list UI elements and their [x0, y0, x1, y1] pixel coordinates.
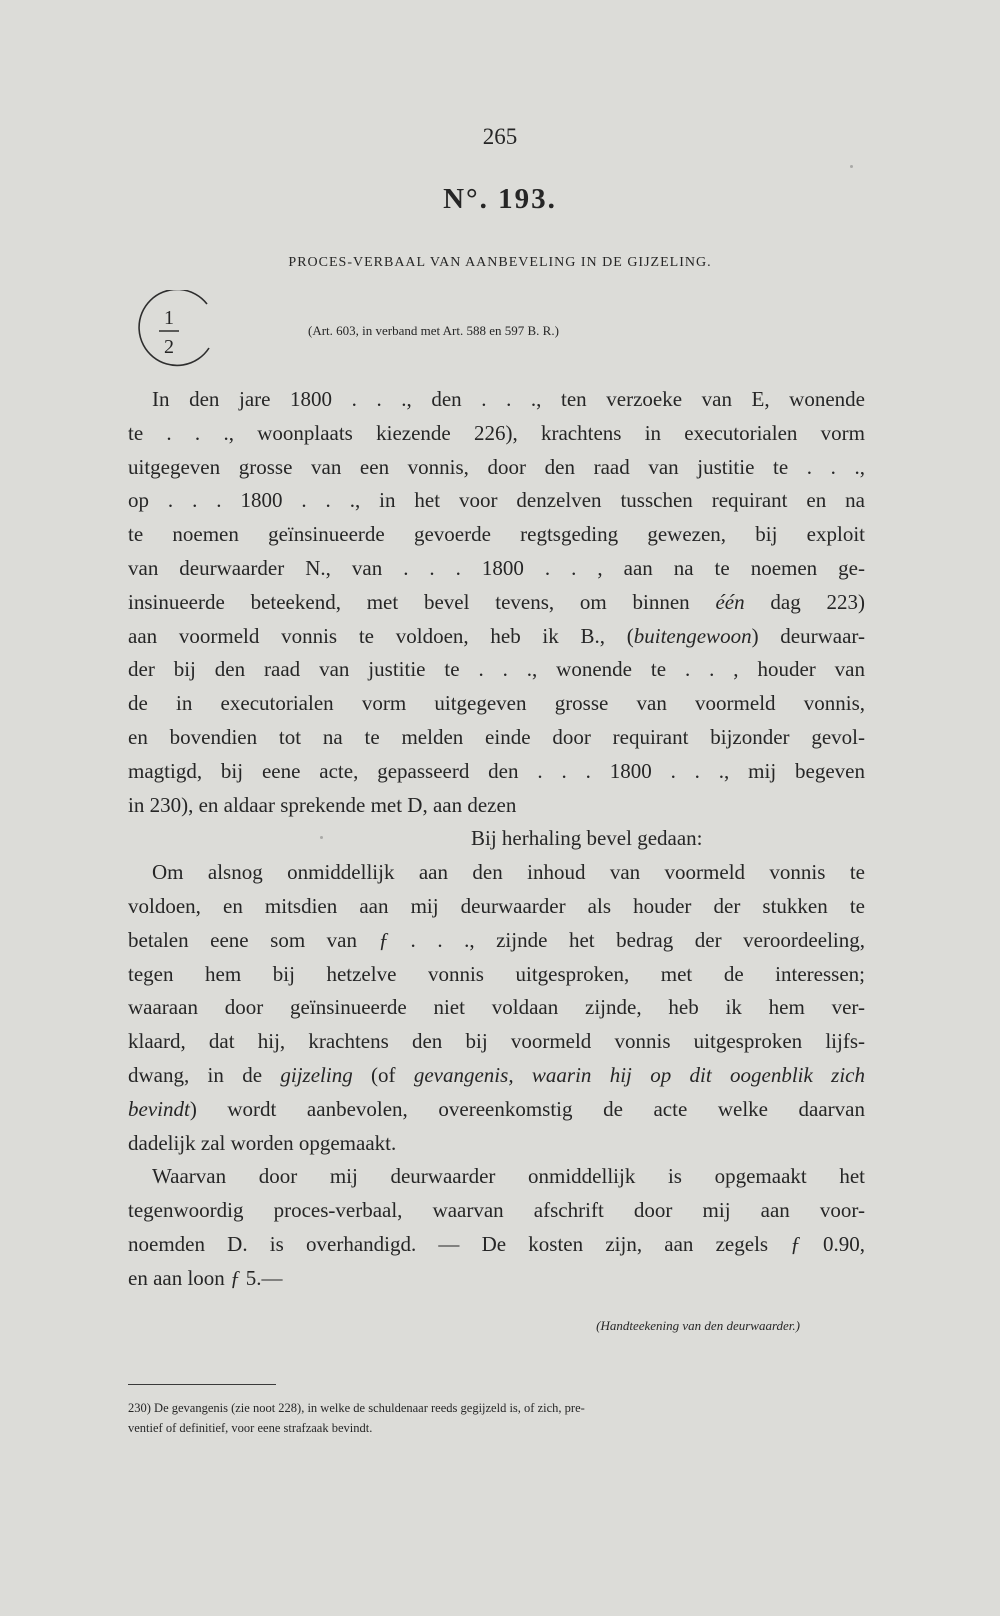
text-segment: (of — [352, 1062, 414, 1087]
text-segment: 0.90, — [800, 1231, 865, 1256]
fraction-numerator: 1 — [164, 307, 174, 329]
body-text — [128, 383, 865, 1296]
emphasis: gijzeling — [280, 1062, 353, 1087]
text-segment: ) wordt aanbevolen, overeenkomstig de acte welke daarvan — [189, 1096, 865, 1121]
text-line: dadelijk zal worden opgemaakt. — [128, 1130, 397, 1155]
emphasis: gevangenis, waarin hij op dit oogenblik zich — [413, 1062, 865, 1087]
footnote-line: 230) De gevangenis (zie noot 228), in welke de schuldenaar reeds gegijzeld is, of zich, pre- — [128, 1401, 585, 1415]
text-line: in 230), en aldaar sprekende met D, aan dezen — [128, 792, 517, 817]
text-segment: insinueerde beteekend, met bevel tevens, om binnen — [128, 589, 716, 614]
footnote-line: ventief of definitief, voor eene strafzaak bevindt. — [128, 1421, 373, 1435]
paper-speck — [850, 165, 853, 168]
text-line — [128, 924, 865, 958]
text-segment: dag 223) — [744, 589, 865, 614]
text-line: van deurwaarder N., van . . . 1800 . . , aan na te noemen ge- — [128, 555, 865, 580]
text-line: op . . . 1800 . . ., in het voor denzelven tusschen requirant en na — [128, 488, 865, 513]
florin-symbol: ƒ — [790, 1231, 801, 1256]
fraction-seal — [131, 290, 213, 372]
text-line: tegen hem bij hetzelve vonnis uitgesproken, met de interessen; — [128, 961, 865, 986]
footnote-divider — [128, 1384, 276, 1385]
text-line: waaraan door geïnsinueerde niet voldaan zijnde, heb ik hem ver- — [128, 995, 865, 1020]
text-segment: aan voormeld vonnis te voldoen, heb ik B., ( — [128, 623, 634, 648]
page-number: 265 — [482, 124, 518, 149]
signature-line: (Handteekening van den deurwaarder.) — [596, 1318, 800, 1333]
document-number: N°. 193. — [443, 183, 557, 215]
text-segment: . . ., zijnde het bedrag der veroordeeling, — [389, 927, 865, 952]
text-line: de in executorialen vorm uitgegeven grosse van voormeld vonnis, — [128, 691, 865, 716]
text-segment: betalen eene som van — [128, 927, 379, 952]
document-title: PROCES-VERBAAL VAN AANBEVELING IN DE GIJZELING. — [288, 255, 712, 270]
text-line: voldoen, en mitsdien aan mij deurwaarder als houder der stukken te — [128, 893, 865, 918]
text-segment: noemden D. is overhandigd. — De kosten zijn, aan zegels — [128, 1231, 791, 1256]
paper-speck — [320, 836, 323, 839]
emphasis: één — [715, 589, 745, 614]
text-line: magtigd, bij eene acte, gepasseerd den . . . 1800 . . ., mij begeven — [128, 758, 865, 783]
emphasis: bevindt — [128, 1096, 190, 1121]
text-line: der bij den raad van justitie te . . ., wonende te . . , houder van — [128, 657, 865, 682]
text-line: Om alsnog onmiddellijk aan den inhoud van voormeld vonnis te — [152, 860, 865, 885]
fraction-denominator: 2 — [164, 336, 174, 358]
text-line: Waarvan door mij deurwaarder onmiddellijk is opgemaakt het — [152, 1164, 865, 1189]
text-line: uitgegeven grosse van een vonnis, door den raad van justitie te . . ., — [128, 454, 865, 479]
text-line — [128, 1093, 865, 1127]
text-line: tegenwoordig proces-verbaal, waarvan afschrift door mij aan voor- — [128, 1198, 865, 1223]
text-line — [128, 620, 865, 654]
text-line — [128, 1059, 865, 1093]
heading-bevel: Bij herhaling bevel gedaan: — [471, 826, 703, 851]
text-line: In den jare 1800 . . ., den . . ., ten verzoeke van E, wonende — [152, 387, 865, 411]
text-line — [128, 586, 865, 620]
text-segment: 5.— — [240, 1265, 283, 1290]
text-line — [128, 1228, 865, 1262]
florin-symbol: ƒ — [378, 927, 390, 952]
text-line: en bovendien tot na te melden einde door requirant bijzonder gevol- — [128, 724, 865, 749]
text-line: te noemen geïnsinueerde gevoerde regtsgeding gewezen, bij exploit — [128, 522, 865, 547]
text-line: te . . ., woonplaats kiezende 226), krachtens in executorialen vorm — [128, 420, 865, 445]
florin-symbol: ƒ — [230, 1265, 241, 1290]
emphasis: buitengewoon — [633, 623, 752, 648]
text-line — [128, 1262, 865, 1296]
text-segment: dwang, in de — [128, 1062, 281, 1087]
article-reference: (Art. 603, in verband met Art. 588 en 597 B. R.) — [308, 323, 559, 338]
footnote — [128, 1398, 865, 1438]
text-segment: en aan loon — [128, 1265, 231, 1290]
text-segment: ) deurwaar- — [751, 623, 865, 648]
text-line: klaard, dat hij, krachtens den bij voormeld vonnis uitgesproken lijfs- — [128, 1029, 865, 1054]
